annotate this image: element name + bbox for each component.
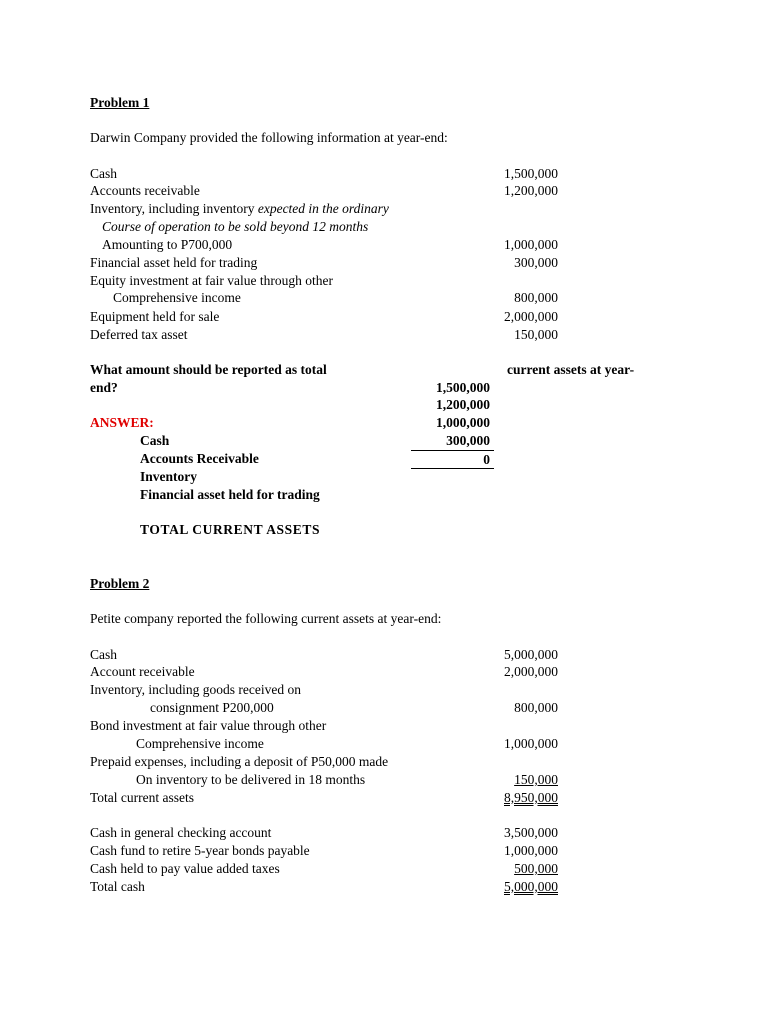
p2-ar-value: 2,000,000 [504, 664, 558, 679]
problem-1-title: Problem 1 [90, 95, 150, 110]
p1-equity-line2-label: Comprehensive income [113, 290, 241, 305]
p2-cash-bonds-value: 1,000,000 [504, 843, 558, 858]
p1-cash-value: 1,500,000 [504, 166, 558, 181]
p2-prepaid-line2-label: On inventory to be delivered in 18 months [136, 772, 366, 787]
p1-question-part2: current assets at year- [507, 362, 635, 377]
p2-bond-value: 1,000,000 [504, 736, 558, 751]
p1-equipment-label: Equipment held for sale [90, 309, 220, 324]
p2-inventory-line1: Inventory, including goods received on [90, 682, 301, 697]
p1-answer-value-1: 1,500,000 [436, 380, 490, 395]
p1-cash-label: Cash [90, 166, 117, 181]
p2-total-cash-label: Total cash [90, 879, 145, 894]
p2-prepaid-value: 150,000 [514, 772, 558, 787]
p2-ar-label: Account receivable [90, 664, 195, 679]
p1-inventory-line2: Course of operation to be sold beyond 12 months [102, 219, 369, 234]
p2-inventory-value: 800,000 [514, 700, 558, 715]
p1-answer-value-4: 300,000 [446, 433, 490, 448]
p2-total-current-assets-label: Total current assets [90, 790, 195, 805]
p1-question-part3: end? [90, 380, 118, 395]
p1-answer-rule-bottom [411, 468, 494, 469]
p1-equity-line1: Equity investment at fair value through other [90, 273, 333, 288]
p1-question-part1: What amount should be reported as total [90, 362, 327, 377]
p1-ar-label: Accounts receivable [90, 183, 200, 198]
p2-cash-bonds-label: Cash fund to retire 5-year bonds payable [90, 843, 310, 858]
p1-answer-label-fa: Financial asset held for trading [140, 487, 320, 502]
p1-inventory-line1-plain: Inventory, including inventory [90, 201, 255, 216]
p1-answer-value-3: 1,000,000 [436, 415, 490, 430]
p1-equity-value: 800,000 [514, 290, 558, 305]
p1-inventory-value: 1,000,000 [504, 237, 558, 252]
p2-cash-checking-label: Cash in general checking account [90, 825, 272, 840]
p1-inventory-line3-label: Amounting to P700,000 [102, 237, 233, 252]
p1-dta-label: Deferred tax asset [90, 327, 188, 342]
p1-total-current-assets: TOTAL CURRENT ASSETS [140, 522, 321, 537]
p1-answer-rule-top [411, 450, 494, 451]
problem-1-intro: Darwin Company provided the following information at year-end: [90, 130, 448, 145]
p2-total-cash-value: 5,000,000 [504, 879, 558, 894]
p2-bond-line2-label: Comprehensive income [136, 736, 264, 751]
p1-answer-label-cash: Cash [140, 433, 170, 448]
p1-dta-value: 150,000 [514, 327, 558, 342]
p1-answer-value-2: 1,200,000 [436, 397, 490, 412]
p1-inventory-line1 [90, 201, 389, 217]
p1-equipment-value: 2,000,000 [504, 309, 558, 324]
problem-2-intro: Petite company reported the following current assets at year-end: [90, 611, 442, 626]
p2-cash-value: 5,000,000 [504, 647, 558, 662]
p1-fa-label: Financial asset held for trading [90, 255, 258, 270]
p1-answer-heading: ANSWER: [90, 415, 154, 430]
p1-inventory-line1-italic: expected in the ordinary [257, 201, 389, 216]
p2-cash-vat-value: 500,000 [514, 861, 558, 876]
p1-answer-label-ar: Accounts Receivable [140, 451, 259, 466]
p2-prepaid-line1: Prepaid expenses, including a deposit of P50,000 made [90, 754, 389, 769]
p1-answer-label-inventory: Inventory [140, 469, 197, 484]
problem-2-title: Problem 2 [90, 576, 150, 591]
p2-cash-vat-label: Cash held to pay value added taxes [90, 861, 280, 876]
p2-bond-line1: Bond investment at fair value through other [90, 718, 327, 733]
p2-cash-checking-value: 3,500,000 [504, 825, 558, 840]
p1-answer-value-5: 0 [483, 452, 490, 467]
p2-cash-label: Cash [90, 647, 117, 662]
p1-fa-value: 300,000 [514, 255, 558, 270]
p2-total-current-assets-value: 8,950,000 [504, 790, 558, 805]
p1-ar-value: 1,200,000 [504, 183, 558, 198]
p2-inventory-line2-label: consignment P200,000 [150, 700, 274, 715]
